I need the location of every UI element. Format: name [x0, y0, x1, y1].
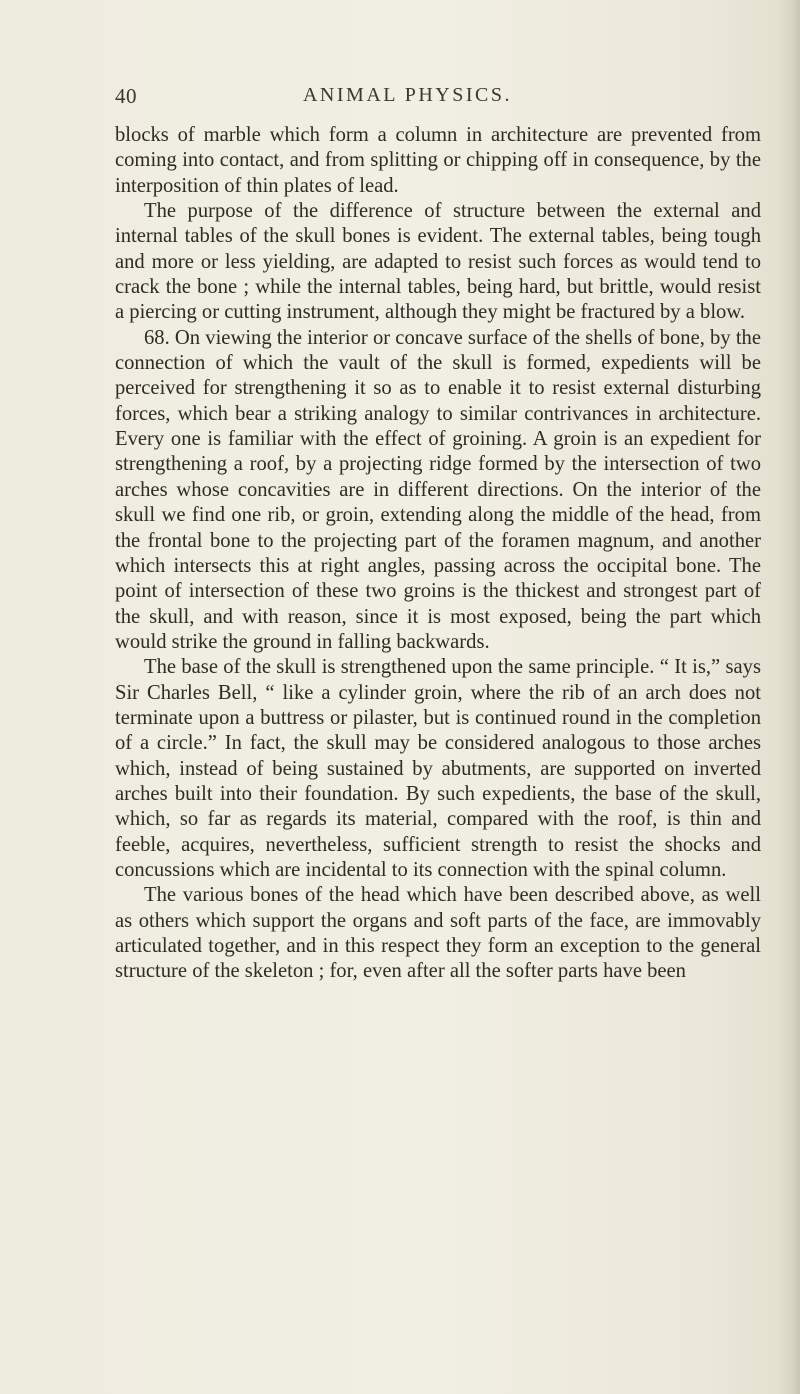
paragraph-continuation: blocks of marble which form a column in architecture are prevented from coming into contact, and from splitting or chipping off in consequence, by the interposition of thin plates of lead. [115, 124, 761, 197]
body-text [115, 123, 761, 985]
paragraph-skull-base: The base of the skull is strengthened upon the same principle. “ It is,” says Sir Charles Bell, “ like a cylinder groin, where the rib of an arch does not terminate upon a buttress or pilaster, but is continued round in the completion of a circle.” In fact, the skull may be considered analogous to those arches which, instead of being sustained by abutments, are supported on inverted arches built into their foundation. By such expedients, the base of the skull, which, so far as regards its material, compared with the roof, is thin and feeble, acquires, nevertheless, sufficient strength to resist the shocks and concussions which are incidental to its connection with the spinal column. [115, 656, 761, 881]
paragraph-head-bones: The various bones of the head which have been described above, as well as others which support the organs and soft parts of the face, are immovably articulated together, and in this respect they form an exception to the general structure of the skeleton ; for, even after all the softer parts have been [115, 884, 761, 983]
page-header [115, 78, 760, 112]
paragraph-skull-tables: The purpose of the difference of structure between the external and internal tables of the skull bones is evident. The external tables, being tough and more or less yielding, are adapted to resist such forces as would tend to crack the bone ; while the internal tables, being hard, but brittle, would resist a piercing or cutting instrument, although they might be fractured by a blow. [115, 200, 761, 324]
page-edge-shadow [778, 0, 800, 1394]
running-head: ANIMAL PHYSICS. [302, 84, 512, 106]
page-number: 40 [115, 84, 137, 108]
paragraph-68-groining: 68. On viewing the interior or concave surface of the shells of bone, by the connection of which the vault of the skull is formed, expedients will be perceived for strengthening it so as to enable it to resist external disturbing forces, which bear a striking analogy to similar contrivances in architecture. Every one is familiar with the effect of groining. A groin is an expedient for strengthening a roof, by a projecting ridge formed by the intersection of two arches whose concavities are in different directions. On the interior of the skull we find one rib, or groin, extending along the middle of the head, from the frontal bone to the projecting part of the foramen magnum, and another which intersects this at right angles, passing across the occipital bone. The point of intersection of these two groins is the thickest and strongest part of the skull, and with reason, since it is most exposed, being the part which would strike the ground in falling backwards. [115, 326, 761, 653]
